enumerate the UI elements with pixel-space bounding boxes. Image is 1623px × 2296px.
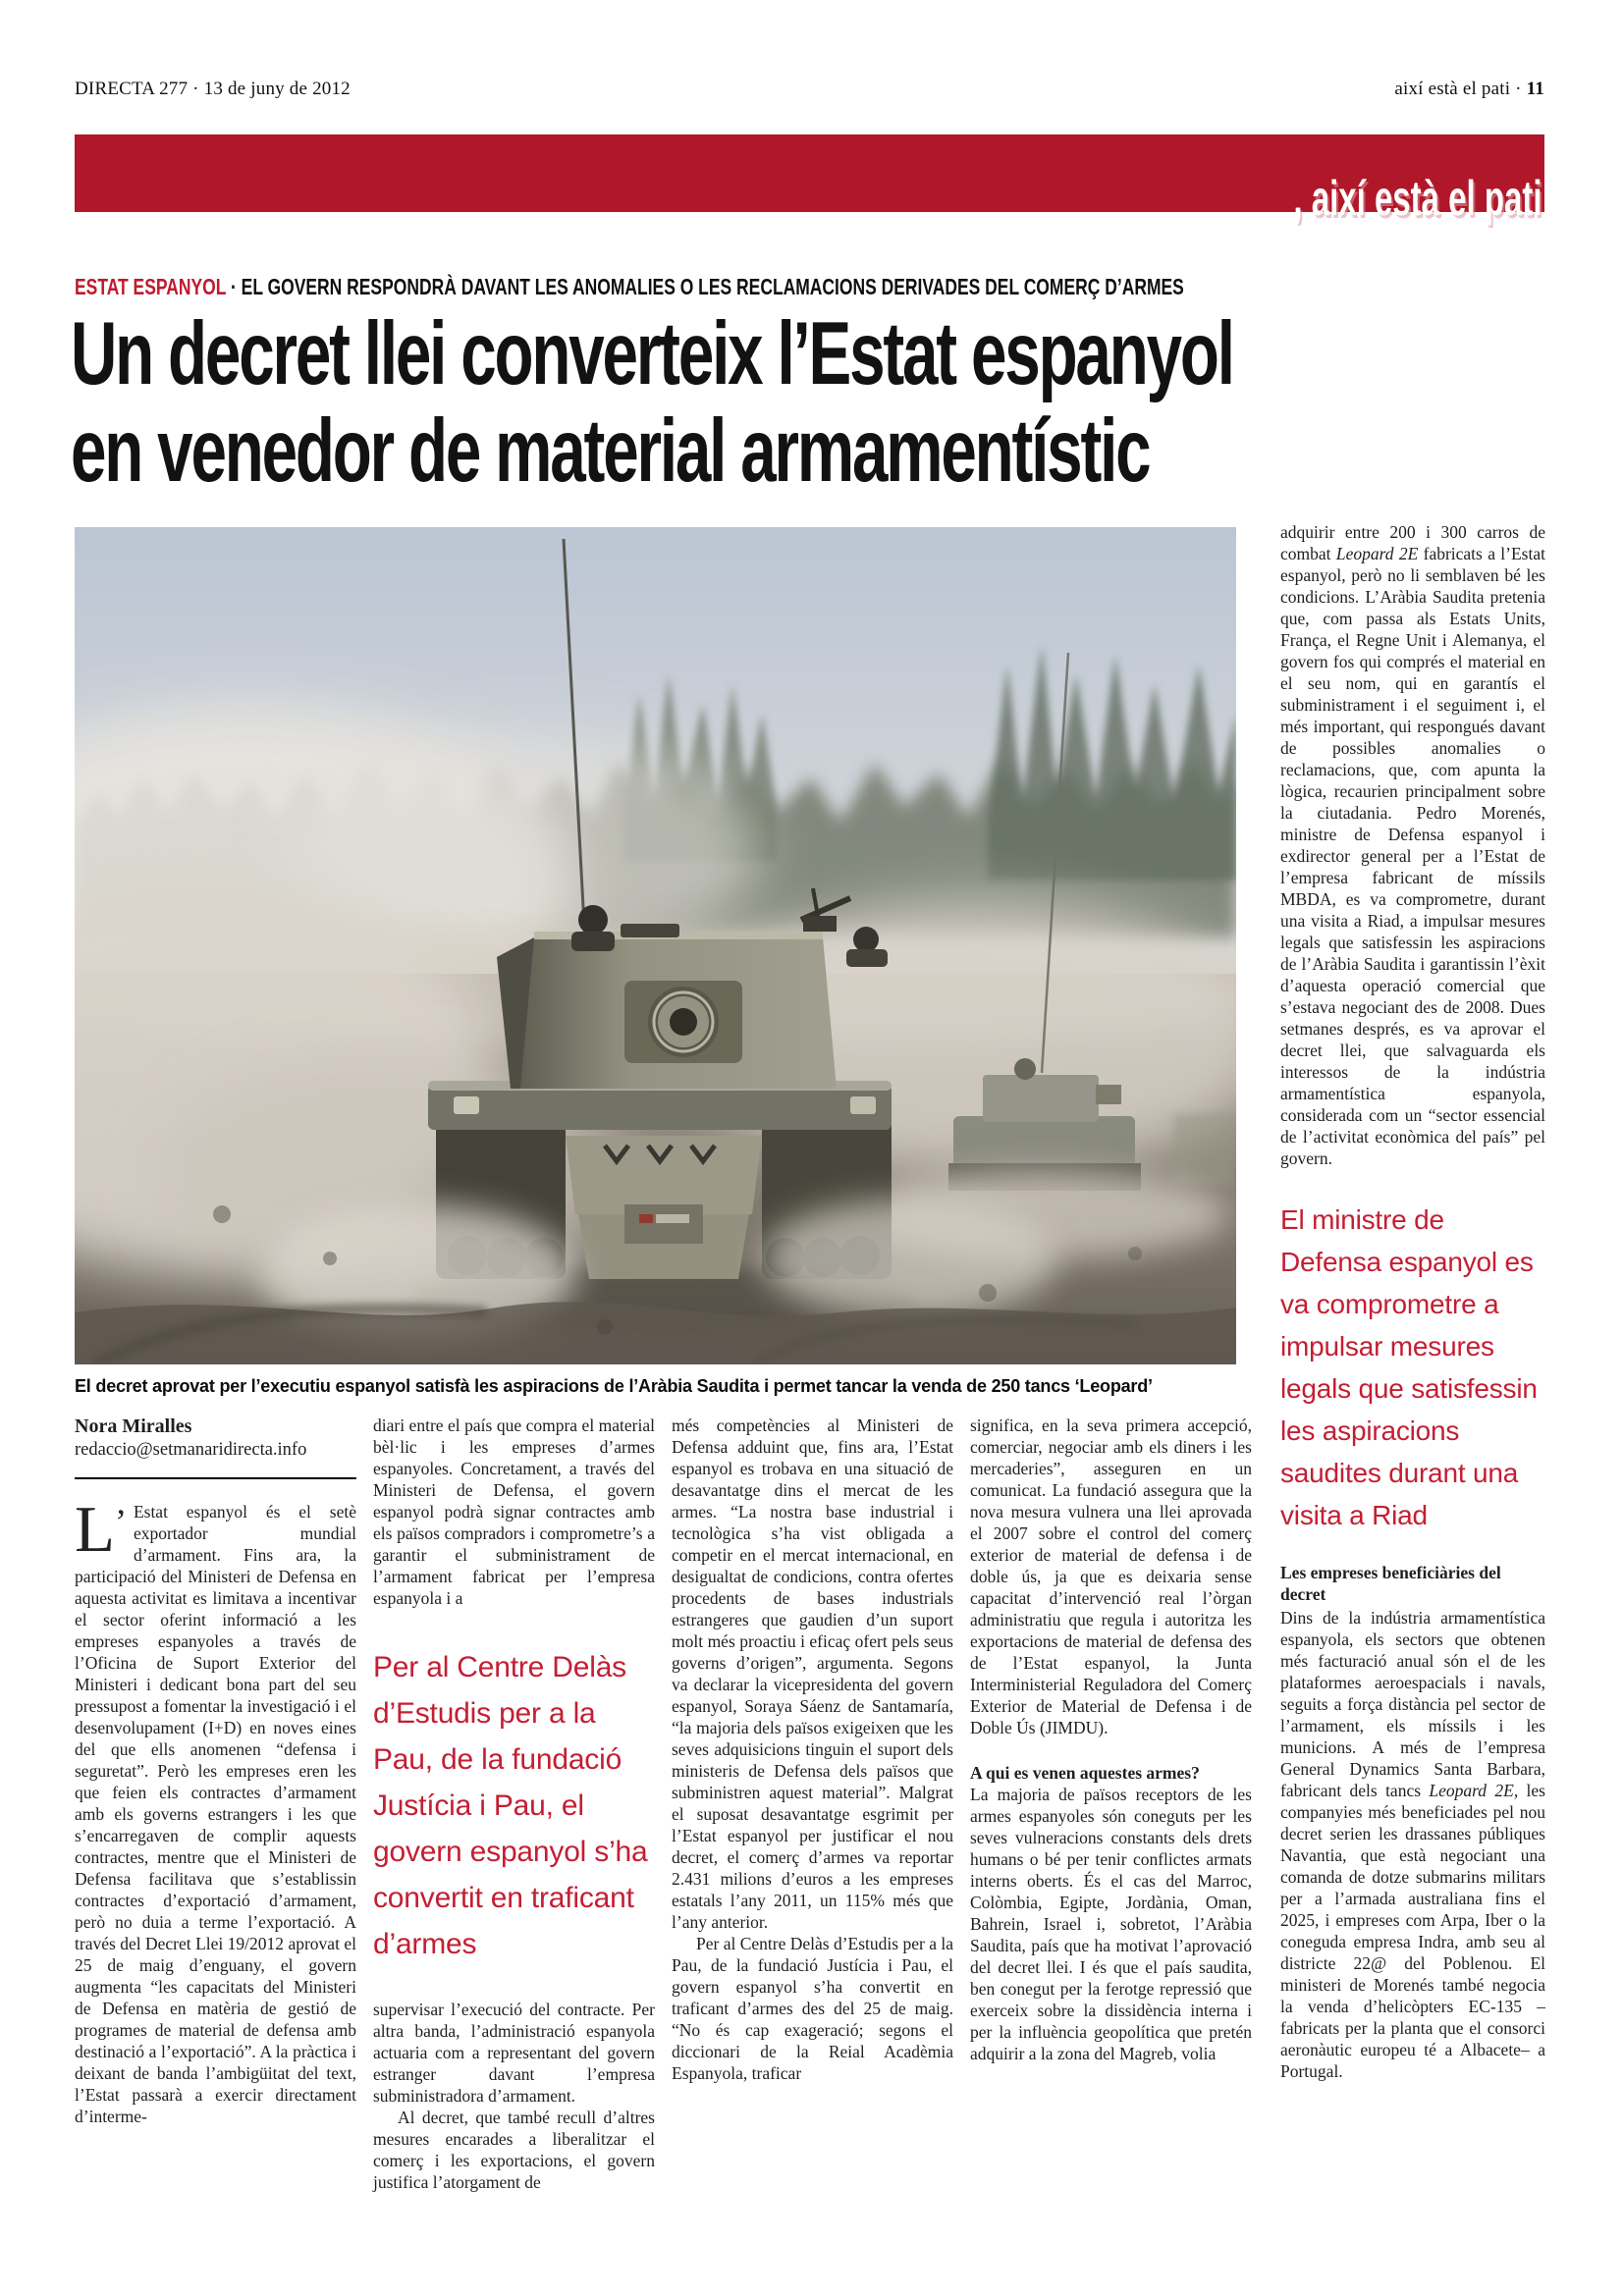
photo-caption: El decret aprovat per l’executiu espanyol satisfà les aspiracions de l’Aràbia Saudita i permet tancar la venda de 250 tancs ‘Leopard’: [75, 1376, 1153, 1396]
pull-quote: El ministre de Defensa espanyol es va comprometre a impulsar mesures legals que satisfessin les aspiracions saudites durant una visita a Riad: [1280, 1204, 1538, 1530]
header-page-number: 11: [1526, 79, 1544, 99]
paragraph: diari entre el país que compra el material bèl·lic i les empreses d’armes espanyoles. Concretament, a través del Ministeri de Defensa, el govern espanyol podrà signar contractes amb els països compradors i comprometre’s a garantir el subministrament de l’armament fabricat per l’empresa espanyola i a: [373, 1415, 655, 1608]
paragraph: supervisar l’execució del contracte. Per altra banda, l’administració espanyola actuaria com a representant del govern estranger davant l’empresa subministradora d’armament.: [373, 2000, 655, 2106]
paragraph: significa, en la seva primera accepció, comerciar, negociar amb els diners i les mercaderies”, asseguren en un comunicat. La fundació assegura que la nova mesura vulnera una llei aprovada el 2007 sobre el control del comerç exterior de material de defensa i de doble ús, ja que es deixaria sense capacitat d’intervenció real l’òrgan administratiu que regula i autoritza les exportacions de material de defensa des de l’Estat espanyol, la Junta Interministerial Reguladora del Comerç Exterior de Material de Defensa i de Doble Ús (JIMDU).: [970, 1415, 1252, 1737]
header-section-folio: [1394, 79, 1544, 100]
italic-leopard-2e: Leopard 2E: [1429, 1781, 1514, 1800]
paragraph: Dins de la indústria armamentística espanyola, els sectors que obtenen més facturació anual són el de les plataformes aeroespacials i navals, seguits a força distància pel sector de l’armament, els míssils i les municions. A més de l’empresa General Dynamics Santa Barbara, fabricant dels tancs Leopard 2E, les companyies més beneficiades pel nou decret serien les drassanes públiques Navantia, que està negociant una comanda de dotze submarins militars per a l’armada australiana fins el 2025, i empreses com Arpa, Iber o la coneguda empresa Indra, amb seu al districte 22@ del Poblenou. El ministeri de Morenés també negocia la venda d’helicòpters EC-135 –fabricats per la planta que el consorci aeronàutic europeu té a Albacete– a Portugal.: [1280, 1608, 1545, 2081]
section-banner-label: , així està el pati: [1293, 171, 1542, 226]
headline-line-2: en venedor de material armamentístic: [71, 401, 1150, 501]
tank-photo-illustration: [75, 527, 1236, 1364]
subhead-a-qui-es-venen: A qui es venen aquestes armes?: [970, 1763, 1200, 1783]
body-column-1: [75, 1415, 356, 2296]
byline-rule: [75, 1477, 356, 1479]
kicker: [75, 274, 1184, 300]
kicker-text: EL GOVERN RESPONDRÀ DAVANT LES ANOMALIES O LES RECLAMACIONS DERIVADES DEL COMERÇ D’ARMES: [241, 274, 1184, 299]
page-header: [75, 79, 1544, 100]
paragraph: més competències al Ministeri de Defensa adduint que, fins ara, l’Estat espanyol es trobava en una situació de desavantatge dins el mercat de les armes. “La nostra base industrial i tecnològica s’ha vist obligada a competir en el mercat internacional, en desigualtat de condicions, contra ofertes procedents de bases industrials estrangeres que gaudien d’un suport molt més proactiu i eficaç ofert pels seus governs d’origen”, argumenta. Segons va declarar la vicepresidenta del govern espanyol, Soraya Sáenz de Santamaría, “la majoria dels països exigeixen que les seves adquisicions tinguin el suport dels ministeris de Defensa dels països que subministren aquest material”. Malgrat el suposat desavantatge esgrimit per l’Estat espanyol per justificar el nou decret, el comerç d’armes va reportar 2.431 milions d’euros a les empreses estatals l’any 2011, un 115% més que l’any anterior.: [672, 1415, 953, 1932]
section-banner: [75, 134, 1544, 226]
pull-quote: Per al Centre Delàs d’Estudis per a la Pau, de la fundació Justícia i Pau, el govern espanyol s’ha convertit en traficant d’armes: [373, 1651, 648, 1960]
paragraph: La majoria de països receptors de les armes espanyoles són coneguts per les seves vulneracions constants dels drets humans o bé per tenir conflictes armats interns oberts. És el cas del Marroc, Colòmbia, Egipte, Jordània, Oman, Bahrein, Israel i, sobretot, l’Aràbia Saudita, país que ha motivat l’aprovació del decret llei. I és que el país saudita, ben conegut per la ferotge repressió que exerceix sobre la dissidència interna i per la influència geopolítica que pretén adquirir a la zona del Magreb, volia: [970, 1785, 1252, 2063]
paragraph: adquirir entre 200 i 300 carros de combat Leopard 2E fabricats a l’Estat espanyol, però no li semblaven bé les condicions. L’Aràbia Saudita pretenia que, com passa als Estats Units, França, el Regne Unit i Alemanya, el govern fos qui comprés el material en el seu nom, qui en garantís el subministrament i el seguiment i, el més important, qui respongués davant de possibles anomalies o reclamacions, que, com apunta la lògica, recaurien principalment sobre la ciutadania. Pedro Morenés, ministre de Defensa espanyol i exdirector general per a l’Estat de l’empresa fabricant de míssils MBDA, es va comprometre, durant una visita a Riad, a impulsar mesures legals que satisfessin les aspiracions de l’Aràbia Saudita i garantissin l’èxit d’aquesta operació comercial que s’estava negociant des de 2008. Dues setmanes després, es va aprovar el decret llei, que salvaguarda els interessos de la indústria armamentística espanyola, considerada com un “sector essencial de l’activitat econòmica del país” pel govern.: [1280, 522, 1545, 1168]
drop-cap: L’: [75, 1493, 127, 1566]
paragraph: [75, 1493, 356, 2127]
paragraph: Per al Centre Delàs d’Estudis per a la Pau, de la fundació Justícia i Pau, el govern espanyol s’ha convertit en traficant d’armes des del 25 de maig. “No és cap exageració; segons el diccionari de la Reial Acadèmia Espanyola, traficar: [672, 1934, 953, 2083]
byline: [75, 1415, 356, 1462]
kicker-highlight: ESTAT ESPANYOL: [75, 274, 227, 299]
body-column-4: [970, 1415, 1252, 2296]
paragraph-text: Estat espanyol és el setè exportador mundial d’armament. Fins ara, la participació del Ministeri de Defensa en aquesta activitat es limitava a incentivar el sector oferint informació a les empreses espanyoles a través de l’Oficina de Suport Exterior del Ministeri i dedicant bona part del seu pressupost a fomentar la investigació i el desenvolupament (I+D) en noves eines del que ells anomenen “defensa i seguretat”. Però les empreses eren les que feien els contractes d’armament amb els governs estrangers i les que s’encarregaven de complir aquests contractes, mentre que el Ministeri de Defensa facilitava que s’establissin contractes d’exportació d’armament, però no duia a terme l’exportació. A través del Decret Llei 19/2012 aprovat el 25 de maig d’enguany, el govern augmenta “les capacitats del Ministeri de Defensa en matèria de gestió de programes de material de defensa amb destinació a l’exportació”. A la pràctica i deixant de banda l’ambigüitat del text, l’Estat passarà a exercir directament d’interme-: [75, 1502, 356, 2126]
headline-line-1: Un decret llei converteix l’Estat espanyol: [71, 304, 1233, 403]
subhead-les-empreses: Les empreses beneficiàries del decret: [1280, 1563, 1501, 1604]
header-issue-date: DIRECTA 277 · 13 de juny de 2012: [75, 79, 351, 99]
paragraph: Al decret, que també recull d’altres mesures encarades a liberalitzar el comerç i les exportacions, el govern justifica l’atorgament de: [373, 2108, 655, 2192]
article-body: [75, 1415, 1252, 2296]
body-column-2: [373, 1415, 655, 2296]
article-photo: [75, 527, 1236, 1364]
italic-leopard-2e: Leopard 2E: [1335, 544, 1419, 563]
kicker-separator: ·: [226, 274, 242, 299]
byline-author: Nora Miralles: [75, 1415, 192, 1437]
headline: [71, 305, 1555, 500]
body-column-3: [672, 1415, 953, 2296]
sidebar-column: [1280, 521, 1545, 2278]
haze-overlay: [75, 527, 1236, 1364]
header-section-label: així està el pati ·: [1394, 79, 1527, 99]
byline-email: redaccio@setmanaridirecta.info: [75, 1440, 307, 1460]
